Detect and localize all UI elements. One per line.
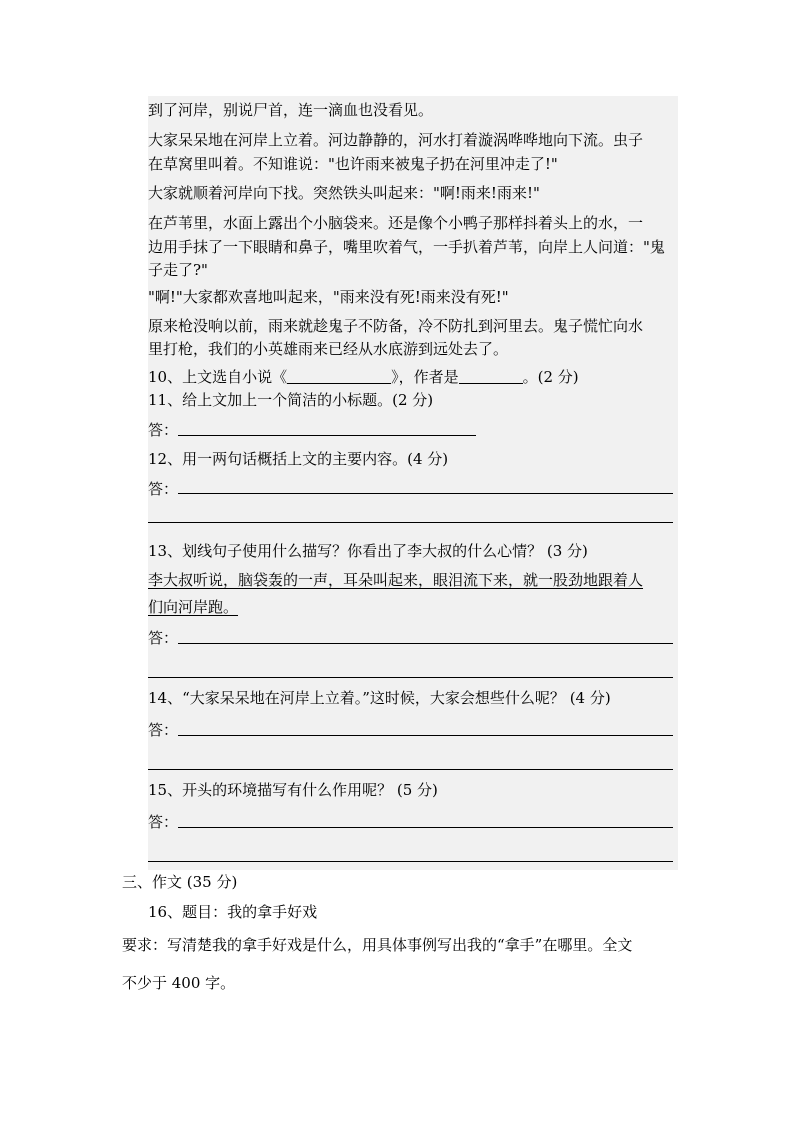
passage-p4-line1: 在芦苇里，水面上露出个小脑袋来。还是像个小鸭子那样抖着头上的水，一 [148,214,644,232]
answer-label-14: 答： [148,721,179,739]
passage-p6-line2: 里打枪，我们的小英雄雨来已经从水底游到远处去了。 [148,340,509,358]
answer-line-12b[interactable] [148,522,673,523]
passage-p6-line1: 原来枪没响以前，雨来就趁鬼子不防备，冷不防扎到河里去。鬼子慌忙向水 [148,317,644,335]
underlined-sentence-line1: 李大叔听说，脑袋轰的一声，耳朵叫起来，眼泪流下来，就一股劲地跟着人 [148,571,644,589]
answer-line-15a[interactable] [178,827,673,828]
passage-p2-line1: 大家呆呆地在河岸上立着。河边静静的，河水打着漩涡哗哗地向下流。虫子 [148,131,644,149]
question-11: 11、给上文加上一个简洁的小标题。(2 分) [148,391,434,409]
answer-line-11[interactable] [178,435,476,436]
question-15: 15、开头的环境描写有什么作用呢？ (5 分) [148,781,438,799]
passage-p1: 到了河岸，别说尸首，连一滴血也没看见。 [148,101,434,119]
book-title-blank[interactable] [287,369,391,384]
passage-p4-line2: 边用手抹了一下眼睛和鼻子，嘴里吹着气，一手扒着芦苇，向岸上人问道："鬼 [148,238,665,256]
question-13: 13、划线句子使用什么描写？你看出了李大叔的什么心情？ (3 分) [148,542,588,560]
answer-line-12a[interactable] [178,493,673,494]
answer-label-15: 答： [148,813,179,831]
answer-line-13a[interactable] [178,643,673,644]
question-10-text-c: 。(2 分) [522,368,579,386]
answer-label-12: 答： [148,480,179,498]
answer-line-15b[interactable] [148,861,673,862]
answer-line-14a[interactable] [178,735,673,736]
passage-p3: 大家就顺着河岸向下找。突然铁头叫起来："啊!雨来!雨来!" [148,184,540,202]
composition-requirement-line1: 要求：写清楚我的拿手好戏是什么，用具体事例写出我的“拿手”在哪里。全文 [122,936,633,954]
question-10 [148,367,579,387]
answer-line-13b[interactable] [148,677,673,678]
passage-p5: "啊!"大家都欢喜地叫起来，"雨来没有死!雨来没有死!" [148,288,509,306]
question-14: 14、“大家呆呆地在河岸上立着。”这时候，大家会想些什么呢？ (4 分) [148,689,611,707]
underlined-sentence-line2: 们向河岸跑。 [148,598,239,616]
author-blank[interactable] [459,369,523,384]
question-12: 12、用一两句话概括上文的主要内容。(4 分) [148,450,449,468]
question-10-text-b: 》，作者是 [391,368,459,386]
passage-p4-line3: 子走了?" [148,261,208,279]
composition-topic: 16、题目：我的拿手好戏 [148,903,318,921]
answer-label-13: 答： [148,629,179,647]
composition-requirement-line2: 不少于 400 字。 [122,974,236,992]
composition-heading: 三、作文 (35 分) [122,873,238,891]
answer-line-14b[interactable] [148,769,673,770]
passage-p2-line2: 在草窝里叫着。不知谁说："也许雨来被鬼子扔在河里冲走了!" [148,155,558,173]
question-10-text-a: 10、上文选自小说《 [148,368,288,386]
answer-label-11: 答： [148,421,179,439]
